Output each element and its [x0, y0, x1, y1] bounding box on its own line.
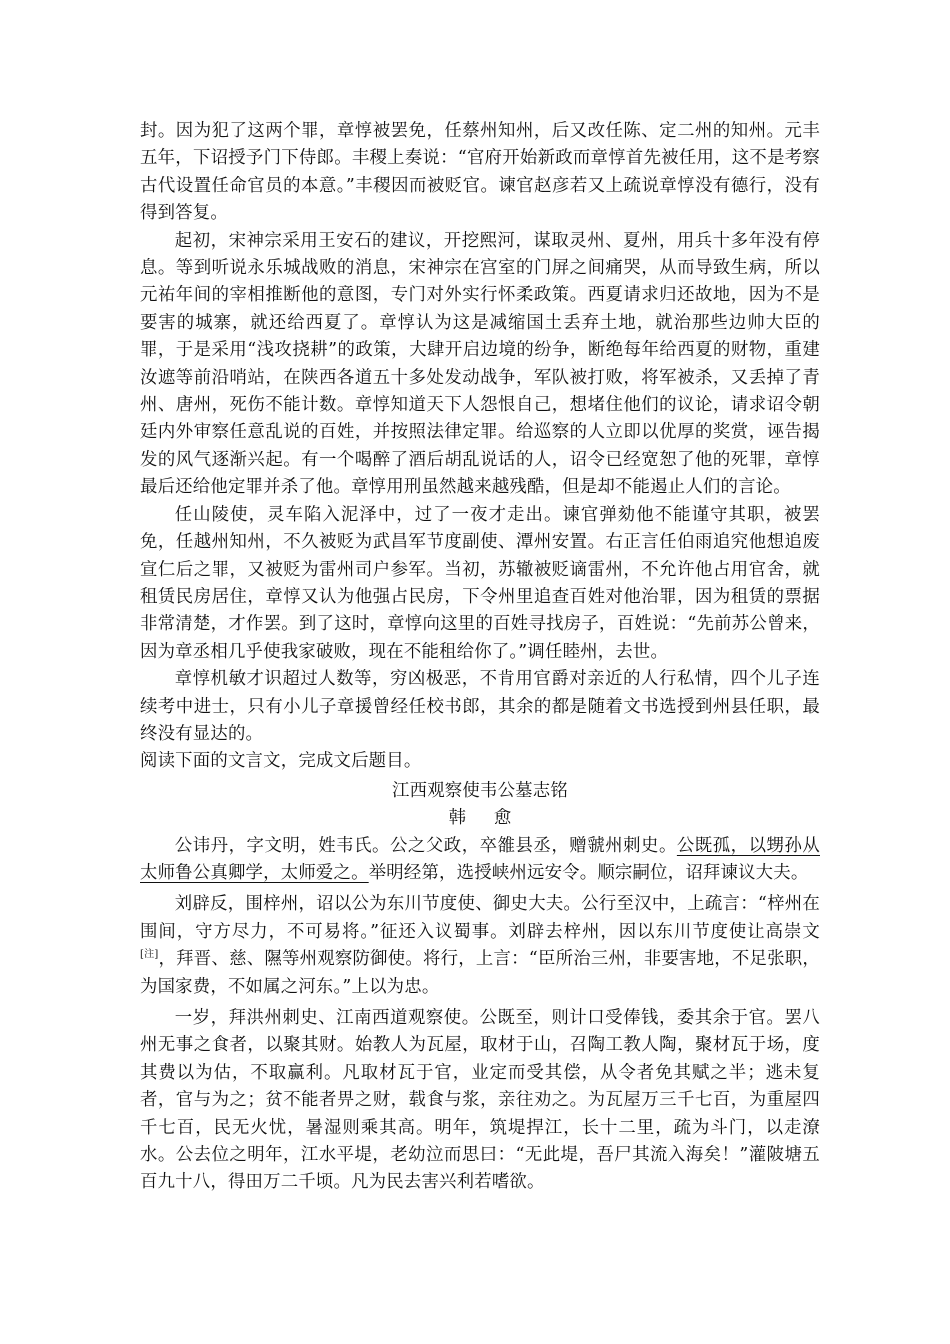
- essay-title: 江西观察使韦公墓志铭: [392, 780, 568, 801]
- paragraph-4: 章惇机敏才识超过人数等，穷凶极恶，不肯用官爵对亲近的人行私情，四个儿子连续考中进士，只有小儿子章援曾经任校书郎，其余的都是随着文书选授到州县任职，最终没有显达的。: [140, 669, 820, 744]
- essay-author: 韩愈: [448, 808, 540, 829]
- essay-paragraph-2: [140, 891, 820, 1001]
- underlined-sentence: 公既孤，以甥孙从太师鲁公真卿学，太师爱之。: [140, 835, 820, 883]
- paragraph-1: 封。因为犯了这两个罪，章惇被罢免，任蔡州知州，后又改任陈、定二州的知州。元丰五年，下诏授予门下侍郎。丰稷上奏说：“官府开始新政而章惇首先被任用，这不是考察古代设置任命官员的本意。”丰稷因而被贬官。谏官赵彦若又上疏说章惇没有德行，没有得到答复。: [140, 121, 820, 224]
- essay-paragraph-2-text-b: ，拜晋、慈、隰等州观察防御使。将行，上言：“臣所治三州，非要害地，不足张职，为国家费，不如属之河东。”上以为忠。: [140, 949, 821, 997]
- essay-paragraph-1-text-b: 举明经第，选授峡州远安令。顺宗嗣位，诏拜谏议大夫。: [368, 862, 809, 883]
- paragraph-2: 起初，宋神宗采用王安石的建议，开挖熙河，谋取灵州、夏州，用兵十多年没有停息。等到听说永乐城战败的消息，宋神宗在宫室的门屏之间痛哭，从而导致生病，所以元祐年间的宰相推断他的意图，专门对外实行怀柔政策。西夏请求归还故地，因为不是要害的城寨，就还给西夏了。章惇认为这是减缩国土丢弃土地，就治那些边帅大臣的罪，于是采用“浅攻挠耕”的政策，大肆开启边境的纷争，断绝每年给西夏的财物，重建汝遮等前沿哨站，在陕西各道五十多处发动战争，军队被打败，将军被杀，又丢掉了青州、唐州，死伤不能计数。章惇知道天下人怨恨自己，想堵住他们的议论，请求诏令朝廷内外审察任意乱说的百姓，并按照法律定罪。给巡察的人立即以优厚的奖赏，诬告揭发的风气逐渐兴起。有一个喝醉了酒后胡乱说话的人，诏令已经宽恕了他的死罪，章惇最后还给他定罪并杀了他。章惇用刑虽然越来越残酷，但是却不能遏止人们的言论。: [140, 230, 820, 498]
- essay-paragraph-3: 一岁，拜洪州刺史、江南西道观察使。公既至，则计口受俸钱，委其余于官。罢八州无事之食者，以聚其财。始教人为瓦屋，取材于山，召陶工教人陶，聚材瓦于场，度其费以为估，不取赢利。凡取材瓦于官，业定而受其偿，从令者免其赋之半；逃未复者，官与为之；贫不能者畀之财，载食与浆，亲往劝之。为瓦屋万三千七百，为重屋四千七百，民无火忧，暑湿则乘其高。明年，筑堤捍江，长十二里，疏为斗门，以走潦水。公去位之明年，江水平堤，老幼泣而思曰：“无此堤，吾尸其流入海矣！”灌陂塘五百九十八，得田万二千顷。凡为民去害兴利若嗜欲。: [140, 1008, 820, 1193]
- footnote-marker: [注]: [140, 949, 159, 961]
- reading-instruction: 阅读下面的文言文，完成文后题目。: [140, 751, 422, 772]
- essay-paragraph-2-text-a: 刘辟反，围梓州，诏以公为东川节度使、御史大夫。公行至汉中，上疏言：“梓州在围间，守方尽力，不可易将。”征还入议蜀事。刘辟去梓州，因以东川节度使让高崇文: [140, 894, 820, 942]
- paragraph-3: 任山陵使，灵车陷入泥泽中，过了一夜才走出。谏官弹劾他不能谨守其职，被罢免，任越州知州，不久被贬为武昌军节度副使、潭州安置。右正言任伯雨追究他想追废宣仁后之罪，又被贬为雷州司户参军。当初，苏辙被贬谪雷州，不允许他占用官舍，就租赁民房居住，章惇又认为他强占民房，下令州里追查百姓对他治罪，因为租赁的票据非常清楚，才作罢。到了这时，章惇向这里的百姓寻找房子，百姓说：“先前苏公曾来，因为章丞相几乎使我家破败，现在不能租给你了。”调任睦州，去世。: [140, 504, 820, 662]
- document-page: [140, 118, 820, 1197]
- essay-paragraph-1: [140, 833, 820, 888]
- essay-paragraph-1-text-a: 公讳丹，字文明，姓韦氏。公之父政，卒雒县丞，赠虢州刺史。: [174, 835, 677, 856]
